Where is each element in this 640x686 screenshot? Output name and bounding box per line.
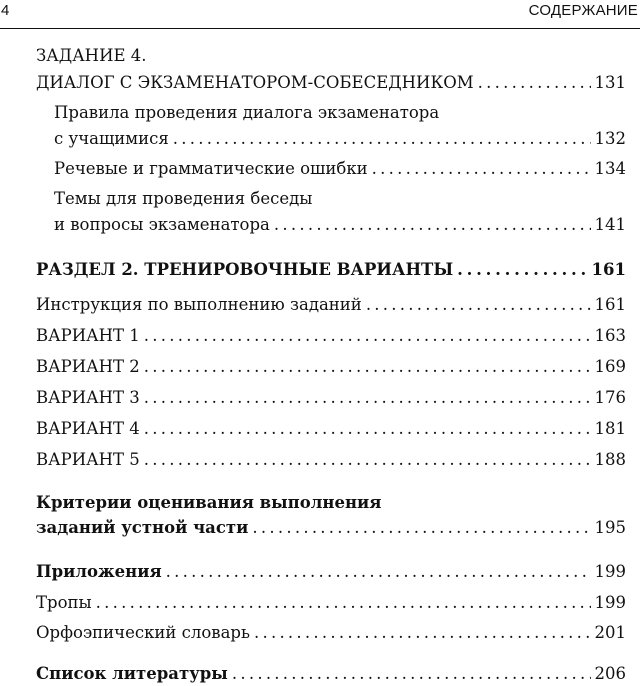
dot-leader <box>457 258 587 282</box>
toc-entry-label: Орфоэпический словарь <box>36 623 250 642</box>
toc-entry-tropes[interactable] <box>36 591 626 615</box>
toc-entry-label: ВАРИАНТ 1 <box>36 326 140 345</box>
dot-leader <box>254 621 591 645</box>
toc-entry-page: 161 <box>591 260 626 279</box>
toc-entry-page: 199 <box>594 562 626 581</box>
toc-entry-page: 132 <box>594 129 626 148</box>
toc-entry-page: 134 <box>594 159 626 178</box>
toc-entry-label: Речевые и грамматические ошибки <box>54 159 368 178</box>
toc-entry-page: 163 <box>594 326 626 345</box>
toc-entry-label: ЗАДАНИЕ 4. <box>36 46 147 65</box>
toc-entry-label: ВАРИАНТ 5 <box>36 450 140 469</box>
toc-entry-label: Приложения <box>36 562 162 581</box>
dot-leader <box>144 417 591 441</box>
toc-entry-variant-2[interactable] <box>36 355 626 379</box>
toc-entry-page: 188 <box>594 450 626 469</box>
dot-leader <box>144 324 591 348</box>
toc-entry-topics-line1 <box>54 187 626 211</box>
toc-entry-task4[interactable] <box>36 71 626 95</box>
toc-entry-page: 199 <box>594 593 626 612</box>
toc-entry-page: 181 <box>594 419 626 438</box>
toc-entry-page: 201 <box>594 623 626 642</box>
running-section-title: СОДЕРЖАНИЕ <box>528 2 638 19</box>
dot-leader <box>366 293 591 317</box>
toc-entry-label: ВАРИАНТ 3 <box>36 388 140 407</box>
toc-entry-criteria[interactable] <box>36 516 626 540</box>
page-number: 4 <box>1 2 10 19</box>
dot-leader <box>252 516 590 540</box>
toc-entry-variant-5[interactable] <box>36 448 626 472</box>
toc-entry-label: ВАРИАНТ 2 <box>36 357 140 376</box>
toc-entry-task4-title-line1 <box>36 44 626 68</box>
dot-leader <box>144 355 591 379</box>
toc-entry-bibliography[interactable] <box>36 662 626 686</box>
toc-entry-label: заданий устной части <box>36 518 249 537</box>
toc-entry-label: РАЗДЕЛ 2. ТРЕНИРОВОЧНЫЕ ВАРИАНТЫ <box>36 260 454 279</box>
toc-entry-page: 206 <box>594 664 626 683</box>
toc-entry-orthoepic-dictionary[interactable] <box>36 621 626 645</box>
dot-leader <box>372 157 591 181</box>
dot-leader <box>232 662 591 686</box>
toc-entry-page: 161 <box>594 295 626 314</box>
toc-entry-variant-1[interactable] <box>36 324 626 348</box>
dot-leader <box>274 213 591 237</box>
toc-entry-page: 141 <box>594 215 626 234</box>
toc-entry-topics[interactable] <box>54 213 626 237</box>
dot-leader <box>96 591 591 615</box>
toc-entry-label: с учащимися <box>54 129 169 148</box>
dot-leader <box>173 127 591 151</box>
toc-entry-label: Список литературы <box>36 664 228 683</box>
dot-leader <box>478 71 591 95</box>
toc-entry-page: 131 <box>594 73 626 92</box>
dot-leader <box>144 448 591 472</box>
toc-entry-page: 176 <box>594 388 626 407</box>
toc-entry-label: Критерии оценивания выполнения <box>36 493 382 512</box>
toc-entry-section2[interactable] <box>36 258 626 282</box>
toc-entry-label: Правила проведения диалога экзаменатора <box>54 103 440 122</box>
toc-entry-label: Темы для проведения беседы <box>54 189 313 208</box>
toc-entry-label: ДИАЛОГ С ЭКЗАМЕНАТОРОМ-СОБЕСЕДНИКОМ <box>36 73 474 92</box>
toc-entry-variant-3[interactable] <box>36 386 626 410</box>
toc-entry-dialog-rules[interactable] <box>54 127 626 151</box>
dot-leader <box>166 560 591 584</box>
toc-entry-label: Тропы <box>36 593 92 612</box>
toc-entry-label: и вопросы экзаменатора <box>54 215 270 234</box>
toc-entry-label: ВАРИАНТ 4 <box>36 419 140 438</box>
toc-entry-dialog-rules-line1 <box>54 101 626 125</box>
toc-entry-appendices[interactable] <box>36 560 626 584</box>
toc-entry-instructions[interactable] <box>36 293 626 317</box>
dot-leader <box>144 386 591 410</box>
toc-entry-criteria-line1 <box>36 491 626 515</box>
running-header <box>0 0 640 29</box>
toc-entry-page: 169 <box>594 357 626 376</box>
toc-entry-speech-errors[interactable] <box>54 157 626 181</box>
toc-entry-page: 195 <box>594 518 626 537</box>
toc-entry-variant-4[interactable] <box>36 417 626 441</box>
toc-entry-label: Инструкция по выполнению заданий <box>36 295 362 314</box>
